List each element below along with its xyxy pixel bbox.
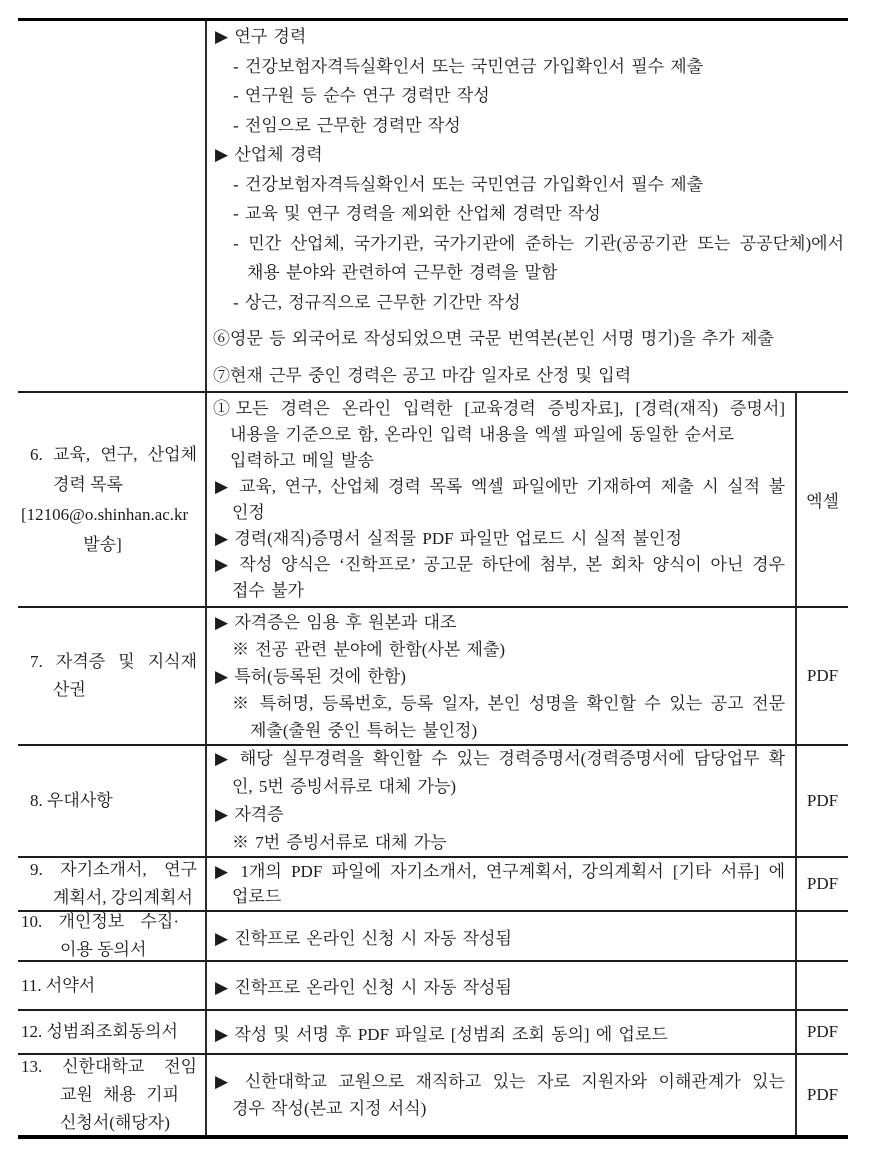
- content-line: ①모든 경력은 온라인 입력한 [교육경력 증빙자료], [경력(재직) 증명서]: [213, 398, 785, 418]
- table-row-11: [18, 962, 848, 1011]
- row-label: [18, 1055, 207, 1135]
- content-line: 입력하고 메일 발송: [230, 450, 374, 470]
- content-line: 채용 분야와 관련하여 근무한 경력을 말함: [247, 263, 558, 282]
- content-cell: [207, 393, 795, 606]
- file-type-cell: [795, 858, 848, 910]
- content-cell: [207, 21, 848, 391]
- label-line: 산권: [53, 680, 86, 699]
- content-line: ▶ 연구 경력: [215, 27, 307, 46]
- table-row-13: [18, 1055, 848, 1135]
- label-line: 12. 성범죄조회동의서: [21, 1022, 178, 1041]
- table-row-9: [18, 858, 848, 912]
- file-type: PDF: [806, 1022, 839, 1041]
- table-row-6: [18, 393, 848, 608]
- content-line: 인, 5번 증빙서류로 대체 가능): [232, 777, 457, 796]
- file-type-cell: [795, 962, 848, 1009]
- content-line: 내용을 기준으로 함, 온라인 입력 내용을 엑셀 파일에 동일한 순서로: [230, 424, 734, 444]
- content-line: 업로드: [232, 887, 282, 906]
- content-line: ▶ 1개의 PDF 파일에 자기소개서, 연구계획서, 강의계획서 [기타 서류] 에: [215, 862, 785, 881]
- content-cell: [207, 912, 795, 960]
- content-line: - 건강보험자격득실확인서 또는 국민연금 가입확인서 필수 제출: [233, 174, 704, 194]
- content-line: ▶ 교육, 연구, 산업체 경력 목록 엑셀 파일에만 기재하여 제출 시 실적 불: [215, 476, 785, 496]
- row-label: [18, 746, 207, 856]
- file-type: PDF: [806, 1085, 839, 1104]
- content-line: - 민간 산업체, 국가기관, 국가기관에 준하는 기관(공공기관 또는 공공단체)에서: [233, 233, 844, 253]
- content-line: ※ 전공 관련 분야에 한함(사본 제출): [232, 639, 506, 659]
- content-line: ▶ 진학프로 온라인 신청 시 자동 작성됨: [215, 978, 512, 997]
- content-line: ▶ 해당 실무경력을 확인할 수 있는 경력증명서(경력증명서에 담당업무 확: [215, 749, 785, 768]
- file-type-cell: [795, 1011, 848, 1053]
- label-line: 발송]: [83, 534, 122, 554]
- content-line: 접수 불가: [232, 580, 304, 600]
- line-gap: [207, 354, 848, 361]
- content-cell: [207, 858, 795, 910]
- content-line: ▶ 자격증은 임용 후 원본과 대조: [215, 612, 457, 632]
- label-line: 11. 서약서: [21, 975, 96, 995]
- label-line: 9. 자기소개서, 연구: [30, 860, 197, 879]
- label-line: 7. 자격증 및 지식재: [30, 652, 197, 671]
- content-cell: [207, 608, 795, 744]
- content-line: ▶ 경력(재직)증명서 실적물 PDF 파일만 업로드 시 실적 불인정: [215, 528, 682, 548]
- label-line: 교원 채용 기피: [60, 1085, 179, 1104]
- content-line: ▶ 자격증: [215, 805, 284, 824]
- table-row-8: [18, 746, 848, 858]
- row-label: [18, 858, 207, 910]
- row-label: [18, 1011, 207, 1053]
- row-label: [18, 608, 207, 744]
- content-line: - 전임으로 근무한 경력만 작성: [233, 115, 461, 135]
- table-row-7: [18, 608, 848, 746]
- content-line: ▶ 신한대학교 교원으로 재직하고 있는 자로 지원자와 이해관계가 있는: [215, 1072, 785, 1091]
- content-line: ▶ 산업체 경력: [215, 145, 323, 164]
- line-gap: [207, 317, 848, 324]
- content-line: - 건강보험자격득실확인서 또는 국민연금 가입확인서 필수 제출: [233, 56, 704, 76]
- content-line: ※ 특허명, 등록번호, 등록 일자, 본인 성명을 확인할 수 있는 공고 전문: [232, 693, 785, 713]
- content-cell: [207, 962, 795, 1009]
- content-line: 제출(출원 중인 특허는 불인정): [250, 720, 478, 740]
- content-line: ※ 7번 증빙서류로 대체 가능: [232, 833, 447, 852]
- content-line: - 상근, 정규직으로 근무한 기간만 작성: [233, 292, 521, 312]
- label-line: [12106@o.shinhan.ac.kr: [21, 504, 189, 524]
- row-label: [18, 962, 207, 1009]
- file-type-cell: [795, 608, 848, 744]
- content-line: - 연구원 등 순수 연구 경력만 작성: [233, 86, 490, 105]
- table-row-continuation: [18, 21, 848, 393]
- content-line: - 교육 및 연구 경력을 제외한 산업체 경력만 작성: [233, 204, 601, 223]
- content-line: ▶ 작성 및 서명 후 PDF 파일로 [성범죄 조회 동의] 에 업로드: [215, 1024, 668, 1044]
- file-type: PDF: [806, 791, 839, 810]
- content-line: ⑥영문 등 외국어로 작성되었으면 국문 번역본(본인 서명 명기)을 추가 제출: [213, 329, 774, 348]
- label-line: 6. 교육, 연구, 산업체: [30, 444, 197, 464]
- row-label: [18, 393, 207, 606]
- label-line: 계획서, 강의계획서: [53, 888, 193, 907]
- file-type-cell: [795, 393, 848, 606]
- content-line: ▶ 진학프로 온라인 신청 시 자동 작성됨: [215, 928, 512, 948]
- content-line: ▶ 특허(등록된 것에 한함): [215, 666, 406, 686]
- content-cell: [207, 1011, 795, 1053]
- row-label: [18, 912, 207, 960]
- label-line: 10. 개인정보 수집·: [21, 912, 179, 931]
- file-type-cell: [795, 912, 848, 960]
- content-cell: [207, 1055, 795, 1135]
- file-type: PDF: [806, 874, 839, 893]
- label-line: 8. 우대사항: [30, 791, 113, 810]
- requirements-table: [18, 18, 848, 1139]
- content-line: 인정: [232, 502, 265, 522]
- content-cell: [207, 746, 795, 856]
- table-row-12: [18, 1011, 848, 1055]
- content-line: 경우 작성(본교 지정 서식): [232, 1099, 427, 1118]
- label-line: 13. 신한대학교 전임: [21, 1057, 197, 1076]
- file-type-cell: [795, 1055, 848, 1135]
- file-type-cell: [795, 746, 848, 856]
- row-label-empty: [18, 21, 207, 391]
- file-type: 엑셀: [806, 492, 839, 511]
- table-row-10: [18, 912, 848, 962]
- content-line: ▶ 작성 양식은 ‘진학프로’ 공고문 하단에 첨부, 본 회차 양식이 아닌 경우: [215, 554, 785, 574]
- label-line: 경력 목록: [53, 474, 123, 494]
- label-line: 신청서(해당자): [60, 1113, 170, 1132]
- content-line: ⑦현재 근무 중인 경력은 공고 마감 일자로 산정 및 입력: [213, 365, 632, 385]
- label-line: 이용 동의서: [60, 940, 147, 959]
- file-type: PDF: [806, 666, 839, 685]
